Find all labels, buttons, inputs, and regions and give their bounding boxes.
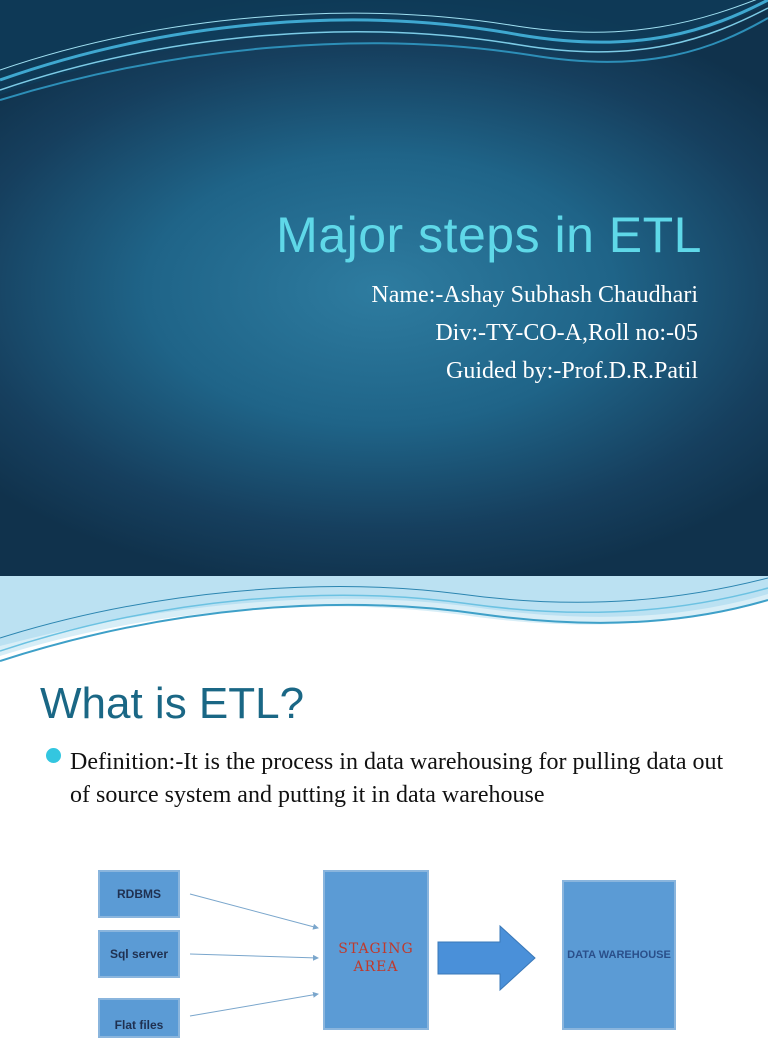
author-name: Name:-Ashay Subhash Chaudhari <box>371 282 698 308</box>
source-rdbms: RDBMS <box>98 870 180 918</box>
definition-text: Definition:-It is the process in data warehousing for pulling data out of source system and putting it in data warehouse <box>70 749 724 808</box>
etl-diagram <box>0 866 768 1032</box>
bullet-icon <box>46 748 61 763</box>
content-slide <box>0 576 768 1032</box>
slide-title: Major steps in ETL <box>276 207 702 263</box>
big-arrow-icon <box>438 926 535 990</box>
source-flat-files: Flat files <box>98 998 180 1038</box>
source-sql-server: Sql server <box>98 930 180 978</box>
arrow-flat <box>190 994 318 1016</box>
guide-name: Guided by:-Prof.D.R.Patil <box>446 358 698 384</box>
decorative-waves <box>0 576 768 656</box>
data-warehouse: DATA WAREHOUSE <box>562 880 676 1030</box>
staging-area: STAGING AREA <box>323 870 429 1030</box>
arrow-sql <box>190 954 318 958</box>
arrow-rdbms <box>190 894 318 928</box>
decorative-waves <box>0 0 768 130</box>
division-roll: Div:-TY-CO-A,Roll no:-05 <box>435 320 698 346</box>
slide-heading: What is ETL? <box>40 679 305 728</box>
